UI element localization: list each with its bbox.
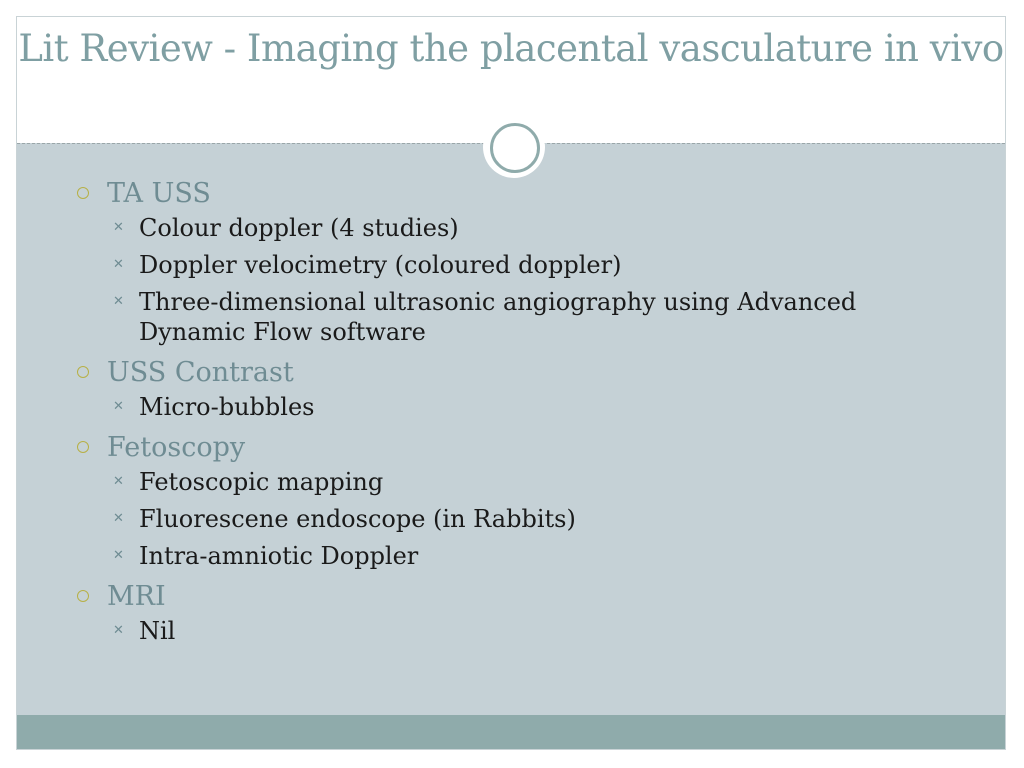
- x-cross-bullet-icon: ✕: [113, 548, 124, 563]
- sub-bullet-list: [75, 392, 955, 422]
- bullet-level1: [75, 175, 955, 213]
- bullet-group-mri: [75, 578, 955, 646]
- sub-bullet-list: [75, 616, 955, 646]
- sub-bullet-list: [75, 467, 955, 571]
- hollow-circle-bullet-icon: [77, 441, 89, 453]
- x-cross-bullet-icon: ✕: [113, 220, 124, 235]
- x-cross-bullet-icon: ✕: [113, 257, 124, 272]
- sub-bullet: [75, 287, 955, 347]
- sub-bullet-text: Intra-amniotic Doppler: [139, 542, 419, 570]
- footer-band: [17, 715, 1005, 749]
- x-cross-bullet-icon: ✕: [113, 399, 124, 414]
- bullet-group-ta-uss: [75, 175, 955, 347]
- sub-bullet-text: Fetoscopic mapping: [139, 468, 384, 496]
- sub-bullet: [75, 467, 955, 497]
- bullet-level1-label: Fetoscopy: [107, 432, 246, 463]
- sub-bullet: [75, 541, 955, 571]
- sub-bullet: [75, 504, 955, 534]
- x-cross-bullet-icon: ✕: [113, 623, 124, 638]
- sub-bullet: [75, 616, 955, 646]
- sub-bullet-text: Fluorescene endoscope (in Rabbits): [139, 505, 576, 533]
- slide: [16, 16, 1006, 750]
- hollow-circle-bullet-icon: [77, 366, 89, 378]
- bullet-level1-label: MRI: [107, 581, 166, 612]
- bullet-level1-label: TA USS: [107, 178, 211, 209]
- x-cross-bullet-icon: ✕: [113, 511, 124, 526]
- double-ring-circle-icon: [484, 117, 544, 177]
- emblem-inner-ring: [490, 123, 540, 173]
- sub-bullet-text: Doppler velocimetry (coloured doppler): [139, 251, 622, 279]
- bullet-level1: [75, 578, 955, 616]
- sub-bullet-list: [75, 213, 955, 347]
- slide-title: Lit Review - Imaging the placental vasculature in vivo: [18, 27, 1004, 70]
- sub-bullet: [75, 392, 955, 422]
- bullet-level1: [75, 354, 955, 392]
- sub-bullet-text: Colour doppler (4 studies): [139, 214, 459, 242]
- bullet-group-fetoscopy: [75, 429, 955, 571]
- hollow-circle-bullet-icon: [77, 590, 89, 602]
- sub-bullet-text: Nil: [139, 617, 176, 645]
- sub-bullet: [75, 250, 955, 280]
- bullet-list: [75, 173, 955, 653]
- sub-bullet: [75, 213, 955, 243]
- sub-bullet-text: Micro-bubbles: [139, 393, 315, 421]
- x-cross-bullet-icon: ✕: [113, 294, 124, 309]
- bullet-group-uss-contrast: [75, 354, 955, 422]
- x-cross-bullet-icon: ✕: [113, 474, 124, 489]
- sub-bullet-text: Three-dimensional ultrasonic angiography using Advanced Dynamic Flow software: [139, 288, 857, 346]
- bullet-level1: [75, 429, 955, 467]
- hollow-circle-bullet-icon: [77, 187, 89, 199]
- bullet-level1-label: USS Contrast: [107, 357, 294, 388]
